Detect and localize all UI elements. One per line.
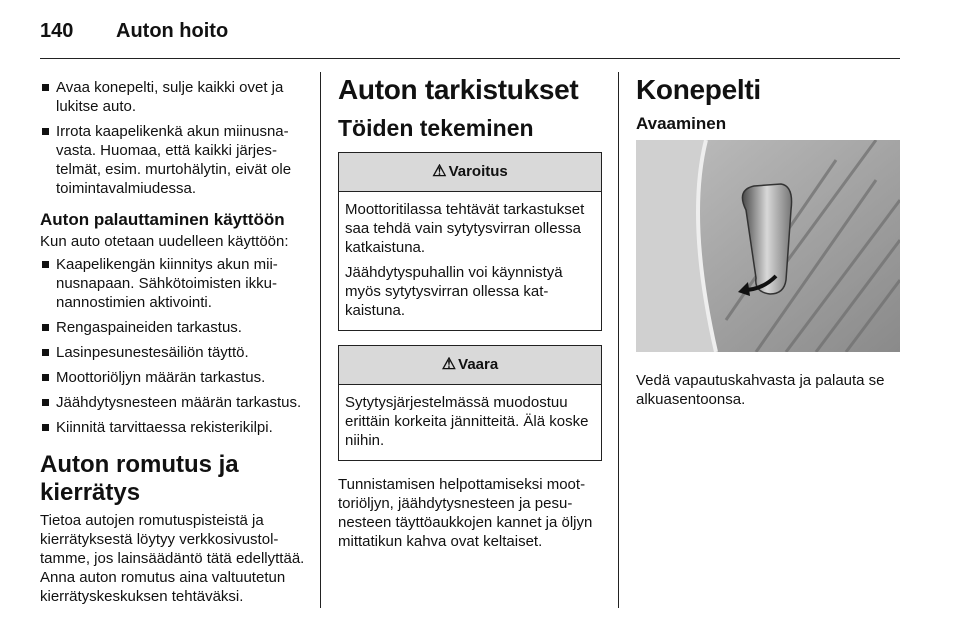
section-subheading: Avaaminen xyxy=(636,114,727,133)
photo-caption: Vedä vapautuskahvasta ja palauta se alkuasentoonsa. xyxy=(636,372,885,408)
list-item: Moottoriöljyn määrän tarkastus. xyxy=(40,368,306,387)
column-divider xyxy=(320,72,321,608)
page-number: 140 xyxy=(40,20,74,42)
warning-box xyxy=(338,152,602,331)
warning-triangle-icon: ⚠ xyxy=(432,163,447,180)
warning-paragraph: Jäähdytyspuhallin voi käynnistyä myös sytytysvirran ollessa katkaistuna. xyxy=(345,264,563,319)
page-title: Auton hoito xyxy=(116,20,229,42)
section-subheading: Töiden tekeminen xyxy=(338,115,534,141)
list-item: Avaa konepelti, sulje kaikki ovet ja lukitse auto. xyxy=(40,78,306,116)
hood-release-lever-icon xyxy=(636,140,900,352)
warning-paragraph: Moottoritilassa tehtävät tarkastukset saa tehdä vain sytytysvirran ollessa katkaistuna. xyxy=(345,201,585,256)
list-item: Irrota kaapelikenkä akun miinusnavasta. Huomaa, että kaikki järjestelmät, esim. murtohälytin, eivät ole toimintavalmiudessa. xyxy=(40,122,306,198)
recycling-heading: Auton romutus ja kierrätys xyxy=(40,451,239,506)
body-text: Tunnistamisen helpottamiseksi moottoriöljyn, jäähdytysnesteen ja pesunesteen täyttöaukkojen kannet ja öljyn mittatikun kahva ovat keltaiset. xyxy=(338,476,593,550)
danger-box-title: Vaara xyxy=(458,356,499,373)
warning-triangle-icon: ⚠ xyxy=(441,356,457,373)
section-heading: Auton tarkistukset xyxy=(338,74,579,105)
section-heading: Konepelti xyxy=(636,74,761,105)
header-rule xyxy=(40,58,900,59)
warning-box-header xyxy=(339,153,601,192)
warning-box-body xyxy=(339,192,601,330)
page-header xyxy=(40,20,228,46)
column-divider xyxy=(618,72,619,608)
restore-heading: Auton palauttaminen käyttöön xyxy=(40,210,285,229)
column-1 xyxy=(40,78,306,612)
list-item: Kaapelikengän kiinnitys akun miinusnapaan. Sähkötoimisten ikkunannostimien aktivointi. xyxy=(40,255,306,312)
list-item: Kiinnitä tarvittaessa rekisterikilpi. xyxy=(40,418,306,437)
recycling-text: Tietoa autojen romutuspisteistä ja kierrätyksestä löytyy verkkosivustoltamme, jos lainsäädäntö tätä edellyttää. Anna auton romutus aina valtuutetun kierrätyskeskuksen tehtäväksi. xyxy=(40,512,305,605)
column-3 xyxy=(636,74,902,415)
column-2 xyxy=(338,74,602,557)
list-item: Lasinpesunestesäiliön täyttö. xyxy=(40,343,306,362)
danger-box xyxy=(338,345,602,461)
list-item: Jäähdytysnesteen määrän tarkastus. xyxy=(40,393,306,412)
danger-paragraph: Sytytysjärjestelmässä muodostuu erittäin korkeita jännitteitä. Älä koske niihin. xyxy=(345,394,589,449)
danger-box-body xyxy=(339,385,601,460)
warning-box-title: Varoitus xyxy=(448,163,508,180)
restore-intro: Kun auto otetaan uudelleen käyttöön: xyxy=(40,233,289,250)
list-item: Rengaspaineiden tarkastus. xyxy=(40,318,306,337)
danger-box-header xyxy=(339,346,601,385)
